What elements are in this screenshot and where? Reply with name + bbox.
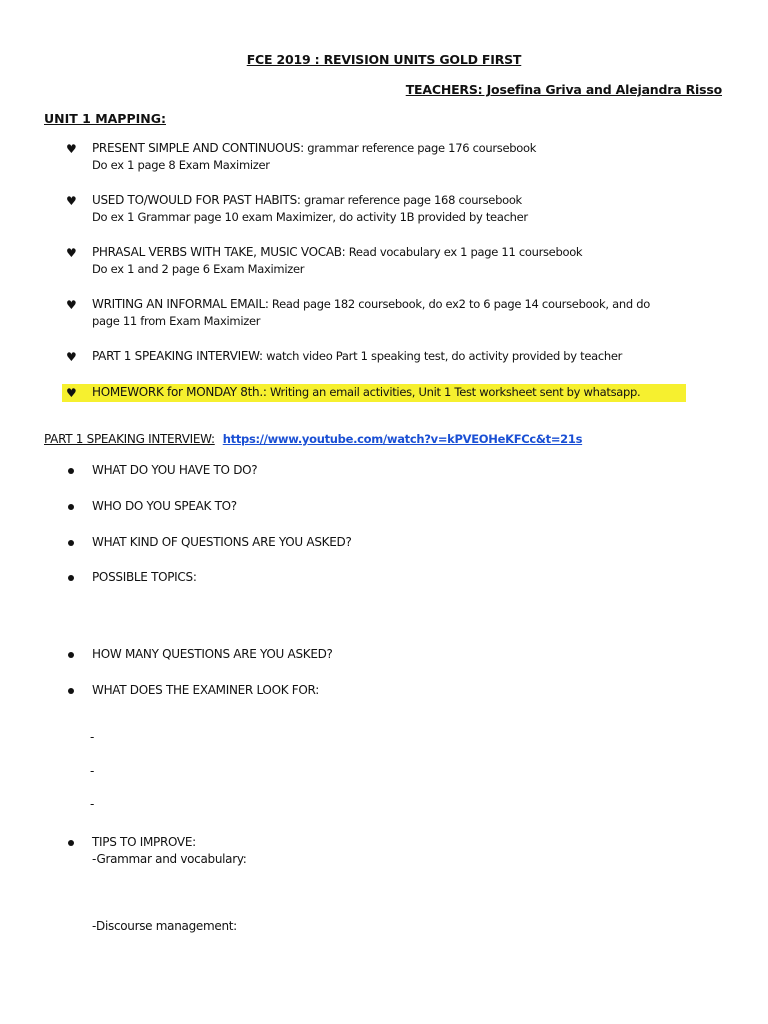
tips-grammar: -Grammar and vocabulary:	[92, 852, 247, 866]
unit-item-phrasal-verbs	[92, 244, 732, 278]
heart-bullet-icon: ♥	[66, 194, 77, 208]
bullet-dot-icon	[68, 652, 74, 658]
item-lead: PRESENT SIMPLE AND CONTINUOUS:	[92, 141, 304, 155]
item-lead: PART 1 SPEAKING INTERVIEW:	[92, 349, 263, 363]
document-title: FCE 2019 : REVISION UNITS GOLD FIRST	[246, 52, 522, 67]
blank-dash: -	[90, 730, 95, 744]
blank-dash: -	[90, 797, 95, 811]
unit-item-used-to	[92, 192, 732, 226]
bullet-dot-icon	[68, 688, 74, 694]
question-how-many: HOW MANY QUESTIONS ARE YOU ASKED?	[92, 647, 333, 661]
item-rest: grammar reference page 176 coursebook	[303, 141, 537, 155]
unit-1-heading: UNIT 1 MAPPING:	[44, 111, 166, 126]
question-kind-of-questions: WHAT KIND OF QUESTIONS ARE YOU ASKED?	[92, 535, 352, 549]
speaking-heading	[44, 432, 582, 446]
unit-item-speaking-interview	[92, 348, 732, 365]
bullet-dot-icon	[68, 504, 74, 510]
unit-item-homework	[92, 384, 732, 401]
blank-dash: -	[90, 764, 95, 778]
item-rest: Read vocabulary ex 1 page 11 coursebook	[345, 245, 583, 259]
question-possible-topics: POSSIBLE TOPICS:	[92, 570, 197, 584]
heart-bullet-icon: ♥	[66, 142, 77, 156]
item-rest: gramar reference page 168 coursebook	[300, 193, 522, 207]
youtube-link[interactable]: https://www.youtube.com/watch?v=kPVEOHeKFCc&t=21s	[222, 432, 583, 446]
item-sub: Do ex 1 and 2 page 6 Exam Maximizer	[92, 262, 305, 276]
item-lead: USED TO/WOULD FOR PAST HABITS:	[92, 193, 301, 207]
speaking-heading-label: PART 1 SPEAKING INTERVIEW:	[44, 432, 215, 446]
item-sub: Do ex 1 Grammar page 10 exam Maximizer, do activity 1B provided by teacher	[92, 210, 528, 224]
item-rest: watch video Part 1 speaking test, do activity provided by teacher	[262, 349, 623, 363]
item-lead: HOMEWORK for MONDAY 8th.:	[92, 385, 267, 399]
question-what-to-do: WHAT DO YOU HAVE TO DO?	[92, 463, 258, 477]
unit-item-present-simple	[92, 140, 732, 174]
question-examiner-look-for: WHAT DOES THE EXAMINER LOOK FOR:	[92, 683, 319, 697]
tips-heading: TIPS TO IMPROVE:	[92, 835, 196, 849]
bullet-dot-icon	[68, 540, 74, 546]
item-sub: page 11 from Exam Maximizer	[92, 314, 261, 328]
heart-bullet-icon: ♥	[66, 350, 77, 364]
heart-bullet-icon: ♥	[66, 386, 77, 400]
item-sub: Do ex 1 page 8 Exam Maximizer	[92, 158, 270, 172]
heart-bullet-icon: ♥	[66, 246, 77, 260]
question-who-speak-to: WHO DO YOU SPEAK TO?	[92, 499, 237, 513]
item-rest: Read page 182 coursebook, do ex2 to 6 page 14 coursebook, and do	[268, 297, 650, 311]
item-rest: Writing an email activities, Unit 1 Test worksheet sent by whatsapp.	[266, 385, 641, 399]
tips-discourse: -Discourse management:	[92, 919, 237, 933]
heart-bullet-icon: ♥	[66, 298, 77, 312]
item-lead: PHRASAL VERBS WITH TAKE, MUSIC VOCAB:	[92, 245, 346, 259]
unit-item-informal-email	[92, 296, 732, 330]
bullet-dot-icon	[68, 575, 74, 581]
item-lead: WRITING AN INFORMAL EMAIL:	[92, 297, 269, 311]
bullet-dot-icon	[68, 840, 74, 846]
bullet-dot-icon	[68, 468, 74, 474]
teachers-line: TEACHERS: Josefina Griva and Alejandra Risso	[405, 82, 722, 97]
